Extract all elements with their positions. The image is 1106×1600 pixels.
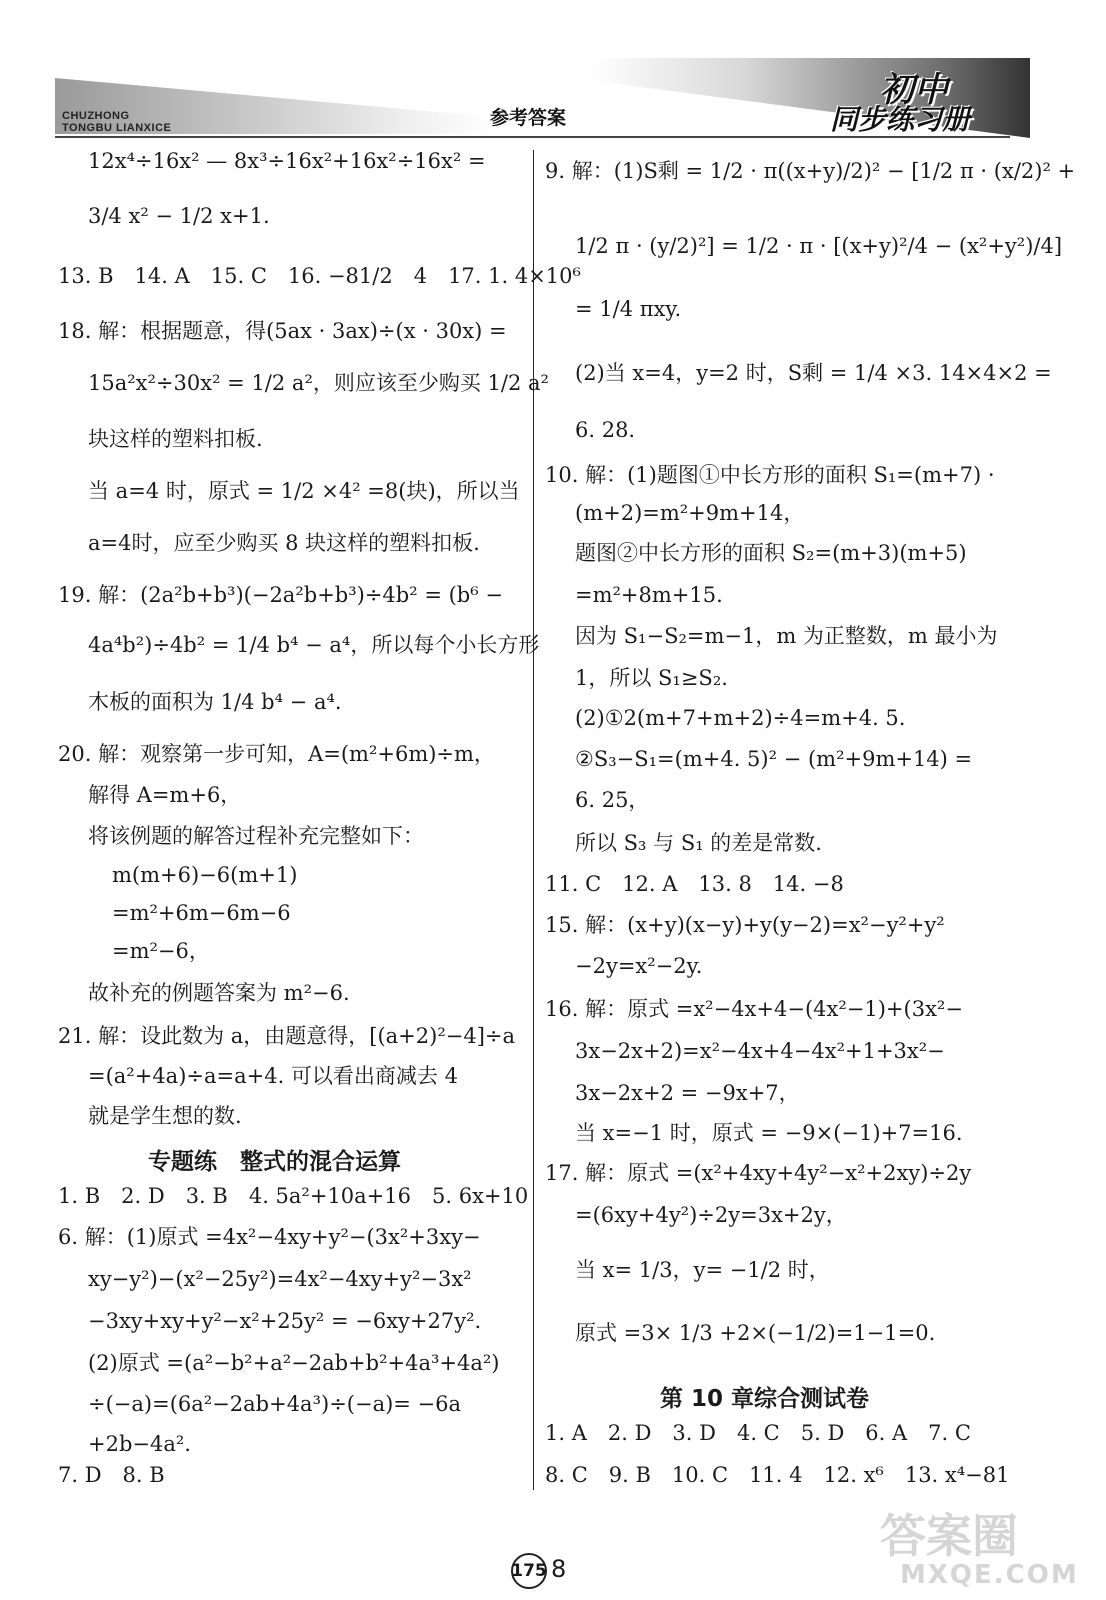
left-line: 当 a=4 时，原式 = 1/2 ×4² =8(块)，所以当 bbox=[88, 479, 520, 503]
page-number-suffix: 8 bbox=[551, 1555, 567, 1583]
right-line: 当 x= 1/3，y= −1/2 时， bbox=[575, 1258, 830, 1282]
right-line: = 1/4 πxy. bbox=[575, 297, 682, 321]
right-line: 10. 解：(1)题图①中长方形的面积 S₁=(m+7) · bbox=[545, 463, 995, 487]
right-line: ②S₃−S₁=(m+4. 5)² − (m²+9m+14) = bbox=[575, 747, 973, 771]
page-number-badge: 175 bbox=[511, 1553, 547, 1589]
left-line: 故补充的例题答案为 m²−6. bbox=[88, 981, 350, 1005]
right-line: 题图②中长方形的面积 S₂=(m+3)(m+5) bbox=[575, 541, 967, 565]
right-line: 16. 解：原式 =x²−4x+4−(4x²−1)+(3x²− bbox=[545, 997, 963, 1021]
left-line: 3/4 x² − 1/2 x+1. bbox=[88, 204, 270, 228]
right-line: 6. 28. bbox=[575, 418, 636, 442]
left-line: 13. B 14. A 15. C 16. −81/2 4 17. 1. 4×10⁶ bbox=[58, 264, 581, 288]
left-line: 21. 解：设此数为 a，由题意得，[(a+2)²−4]÷a bbox=[58, 1024, 516, 1048]
section-heading: 第 10 章综合测试卷 bbox=[660, 1386, 870, 1412]
right-line: (2)①2(m+7+m+2)÷4=m+4. 5. bbox=[575, 706, 906, 730]
page-header bbox=[0, 0, 1106, 150]
left-line: 12x⁴÷16x² — 8x³÷16x²+16x²÷16x² = bbox=[88, 149, 486, 173]
left-line: m(m+6)−6(m+1) bbox=[112, 863, 298, 887]
header-rule bbox=[55, 136, 1010, 138]
left-line: 19. 解：(2a²b+b³)(−2a²b+b³)÷4b² = (b⁶ − bbox=[58, 583, 503, 607]
right-line: 1，所以 S₁≥S₂. bbox=[575, 666, 728, 690]
right-line: 原式 =3× 1/3 +2×(−1/2)=1−1=0. bbox=[575, 1321, 936, 1345]
watermark-bottom-text: MXQE.COM bbox=[900, 1560, 1079, 1590]
right-line: 15. 解：(x+y)(x−y)+y(y−2)=x²−y²+y² bbox=[545, 913, 945, 937]
right-line: 17. 解：原式 =(x²+4xy+4y²−x²+2xy)÷2y bbox=[545, 1161, 972, 1185]
right-line: =(6xy+4y²)÷2y=3x+2y， bbox=[575, 1203, 847, 1227]
right-line: (m+2)=m²+9m+14， bbox=[575, 501, 805, 525]
header-pinyin-line-1: CHUZHONG bbox=[62, 110, 130, 122]
left-line: 将该例题的解答过程补充完整如下： bbox=[88, 824, 424, 848]
left-line: 4a⁴b²)÷4b² = 1/4 b⁴ − a⁴，所以每个小长方形 bbox=[88, 633, 540, 657]
left-line: (2)原式 =(a²−b²+a²−2ab+b²+4a³+4a²) bbox=[88, 1351, 500, 1375]
section-heading: 专题练 整式的混合运算 bbox=[148, 1149, 401, 1175]
left-line: =m²+6m−6m−6 bbox=[112, 901, 291, 925]
right-line: 6. 25， bbox=[575, 788, 650, 812]
right-line: =m²+8m+15. bbox=[575, 583, 723, 607]
watermark-top-text: 答案圈 bbox=[880, 1509, 1018, 1563]
left-line: 木板的面积为 1/4 b⁴ − a⁴. bbox=[88, 690, 342, 714]
right-line: 所以 S₃ 与 S₁ 的差是常数. bbox=[575, 831, 822, 855]
right-line: −2y=x²−2y. bbox=[575, 954, 703, 978]
right-line: (2)当 x=4，y=2 时，S剩 = 1/4 ×3. 14×4×2 = bbox=[575, 361, 1052, 385]
brand-logo-top: 初中 bbox=[880, 70, 948, 110]
left-line: 解得 A=m+6， bbox=[88, 783, 242, 807]
right-line: 1/2 π · (y/2)²] = 1/2 · π · [(x+y)²/4 − (x²+y²)/4] bbox=[575, 234, 1063, 258]
right-line: 9. 解：(1)S剩 = 1/2 · π((x+y)/2)² − [1/2 π · (x/2)² + bbox=[545, 159, 1076, 183]
page-title: 参考答案 bbox=[490, 107, 567, 129]
right-line: 当 x=−1 时，原式 = −9×(−1)+7=16. bbox=[575, 1121, 963, 1145]
left-line: 1. B 2. D 3. B 4. 5a²+10a+16 5. 6x+10 bbox=[58, 1184, 529, 1208]
header-pinyin-line-2: TONGBU LIANXICE bbox=[62, 122, 172, 134]
right-line: 8. C 9. B 10. C 11. 4 12. x⁶ 13. x⁴−81 bbox=[545, 1463, 1010, 1487]
header-pinyin bbox=[62, 110, 171, 134]
left-line: 6. 解：(1)原式 =4x²−4xy+y²−(3x²+3xy− bbox=[58, 1225, 481, 1249]
right-line: 3x−2x+2 = −9x+7， bbox=[575, 1081, 800, 1105]
left-line: −3xy+xy+y²−x²+25y² = −6xy+27y². bbox=[88, 1309, 482, 1333]
left-line: 15a²x²÷30x² = 1/2 a²，则应该至少购买 1/2 a² bbox=[88, 371, 549, 395]
right-line: 3x−2x+2)=x²−4x+4−4x²+1+3x²− bbox=[575, 1039, 945, 1063]
left-line: a=4时，应至少购买 8 块这样的塑料扣板. bbox=[88, 531, 480, 555]
left-line: +2b−4a². bbox=[88, 1432, 191, 1456]
left-line: 18. 解：根据题意，得(5ax · 3ax)÷(x · 30x) = bbox=[58, 319, 507, 343]
left-line: =(a²+4a)÷a=a+4. 可以看出商减去 4 bbox=[88, 1064, 458, 1088]
right-line: 11. C 12. A 13. 8 14. −8 bbox=[545, 872, 844, 896]
watermark-logo bbox=[880, 1500, 1095, 1595]
left-line: =m²−6， bbox=[112, 939, 210, 963]
right-line: 1. A 2. D 3. D 4. C 5. D 6. A 7. C bbox=[545, 1421, 971, 1445]
right-line: 因为 S₁−S₂=m−1，m 为正整数，m 最小为 bbox=[575, 624, 998, 648]
left-line: 7. D 8. B bbox=[58, 1463, 165, 1487]
left-line: 块这样的塑料扣板. bbox=[88, 427, 263, 451]
left-line: 就是学生想的数. bbox=[88, 1104, 242, 1128]
left-line: ÷(−a)=(6a²−2ab+4a³)÷(−a)= −6a bbox=[88, 1392, 462, 1416]
brand-logo-bottom: 同步练习册 bbox=[830, 103, 971, 136]
column-divider bbox=[533, 150, 534, 1490]
left-line: xy−y²)−(x²−25y²)=4x²−4xy+y²−3x² bbox=[88, 1267, 472, 1291]
left-line: 20. 解：观察第一步可知，A=(m²+6m)÷m， bbox=[58, 742, 495, 766]
